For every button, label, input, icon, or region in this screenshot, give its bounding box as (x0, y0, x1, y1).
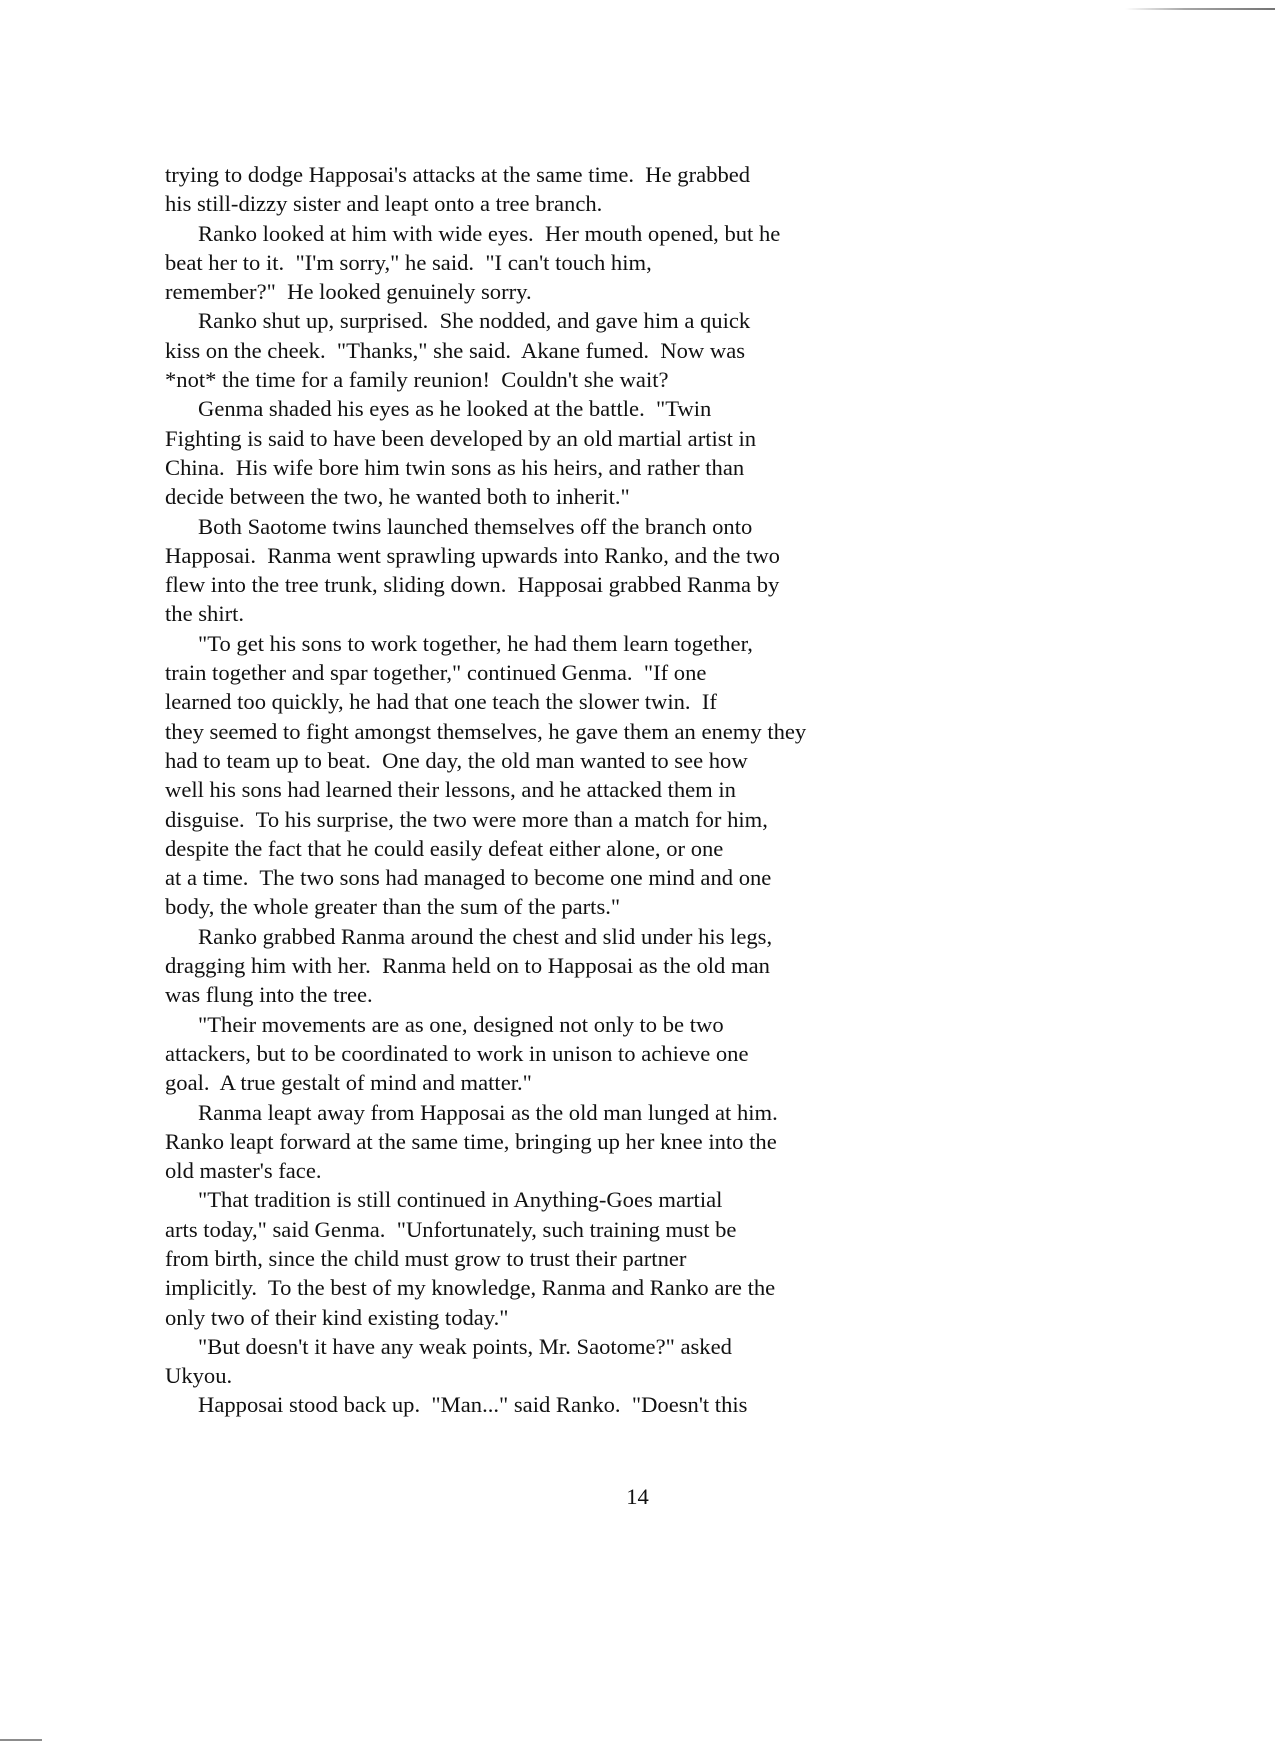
text-line: Ranko leapt forward at the same time, bringing up her knee into the (165, 1128, 777, 1154)
text-line: Genma shaded his eyes as he looked at the battle. "Twin (198, 396, 712, 422)
text-line: despite the fact that he could easily defeat either alone, or one (165, 835, 724, 861)
text-line: Ukyou. (165, 1363, 233, 1389)
text-line: Both Saotome twins launched themselves off the branch onto (198, 513, 753, 539)
text-line: trying to dodge Happosai's attacks at the same time. He grabbed (165, 162, 751, 187)
text-line: learned too quickly, he had that one teach the slower twin. If (165, 689, 717, 715)
text-line: Ranko looked at him with wide eyes. Her mouth opened, but he (198, 220, 781, 246)
text-line: had to team up to beat. One day, the old man wanted to see how (165, 747, 748, 773)
text-line: attackers, but to be coordinated to work in unison to achieve one (165, 1040, 749, 1066)
text-line: Happosai. Ranma went sprawling upwards into Ranko, and the two (165, 542, 780, 568)
text-line: well his sons had learned their lessons, and he attacked them in (165, 777, 736, 803)
text-line: goal. A true gestalt of mind and matter." (165, 1070, 532, 1096)
text-line: arts today," said Genma. "Unfortunately, such training must be (165, 1216, 737, 1242)
text-line: Ranko grabbed Ranma around the chest and slid under his legs, (198, 923, 773, 949)
text-line: kiss on the cheek. "Thanks," she said. Akane fumed. Now was (165, 337, 746, 363)
text-line: body, the whole greater than the sum of the parts." (165, 894, 621, 920)
text-line: his still-dizzy sister and leapt onto a tree branch. (165, 191, 603, 217)
text-line: *not* the time for a family reunion! Couldn't she wait? (165, 367, 669, 393)
text-line: disguise. To his surprise, the two were more than a match for him, (165, 806, 768, 832)
text-line: Happosai stood back up. "Man..." said Ranko. "Doesn't this (198, 1392, 748, 1418)
text-line: China. His wife bore him twin sons as his heirs, and rather than (165, 454, 745, 480)
text-line: Fighting is said to have been developed by an old martial artist in (165, 425, 757, 451)
text-line: only two of their kind existing today." (165, 1304, 509, 1330)
scan-edge-mark-top (1125, 8, 1275, 10)
text-line: they seemed to fight amongst themselves, he gave them an enemy they (165, 718, 807, 744)
text-line: flew into the tree trunk, sliding down. Happosai grabbed Ranma by (165, 572, 780, 598)
text-line: "That tradition is still continued in Anything-Goes martial (198, 1187, 723, 1213)
page-number: 14 (626, 1484, 649, 1509)
scan-edge-mark-bottom (0, 1739, 42, 1741)
text-line: beat her to it. "I'm sorry," he said. "I can't touch him, (165, 249, 652, 275)
text-line: remember?" He looked genuinely sorry. (165, 279, 532, 305)
text-line: the shirt. (165, 601, 245, 627)
text-line: "To get his sons to work together, he had them learn together, (198, 630, 753, 656)
text-line: train together and spar together," continued Genma. "If one (165, 660, 707, 686)
text-line: old master's face. (165, 1158, 322, 1184)
body-text (165, 160, 905, 1420)
text-line: implicitly. To the best of my knowledge, Ranma and Ranko are the (165, 1275, 776, 1301)
text-line: "Their movements are as one, designed not only to be two (198, 1011, 724, 1037)
text-line: at a time. The two sons had managed to become one mind and one (165, 865, 772, 891)
text-line: Ranko shut up, surprised. She nodded, and gave him a quick (198, 308, 751, 334)
text-line: from birth, since the child must grow to trust their partner (165, 1245, 687, 1271)
text-line: was flung into the tree. (165, 982, 373, 1008)
text-line: decide between the two, he wanted both to inherit." (165, 484, 630, 510)
text-line: "But doesn't it have any weak points, Mr. Saotome?" asked (198, 1333, 732, 1359)
text-line: dragging him with her. Ranma held on to Happosai as the old man (165, 953, 770, 979)
text-line: Ranma leapt away from Happosai as the old man lunged at him. (198, 1099, 778, 1125)
